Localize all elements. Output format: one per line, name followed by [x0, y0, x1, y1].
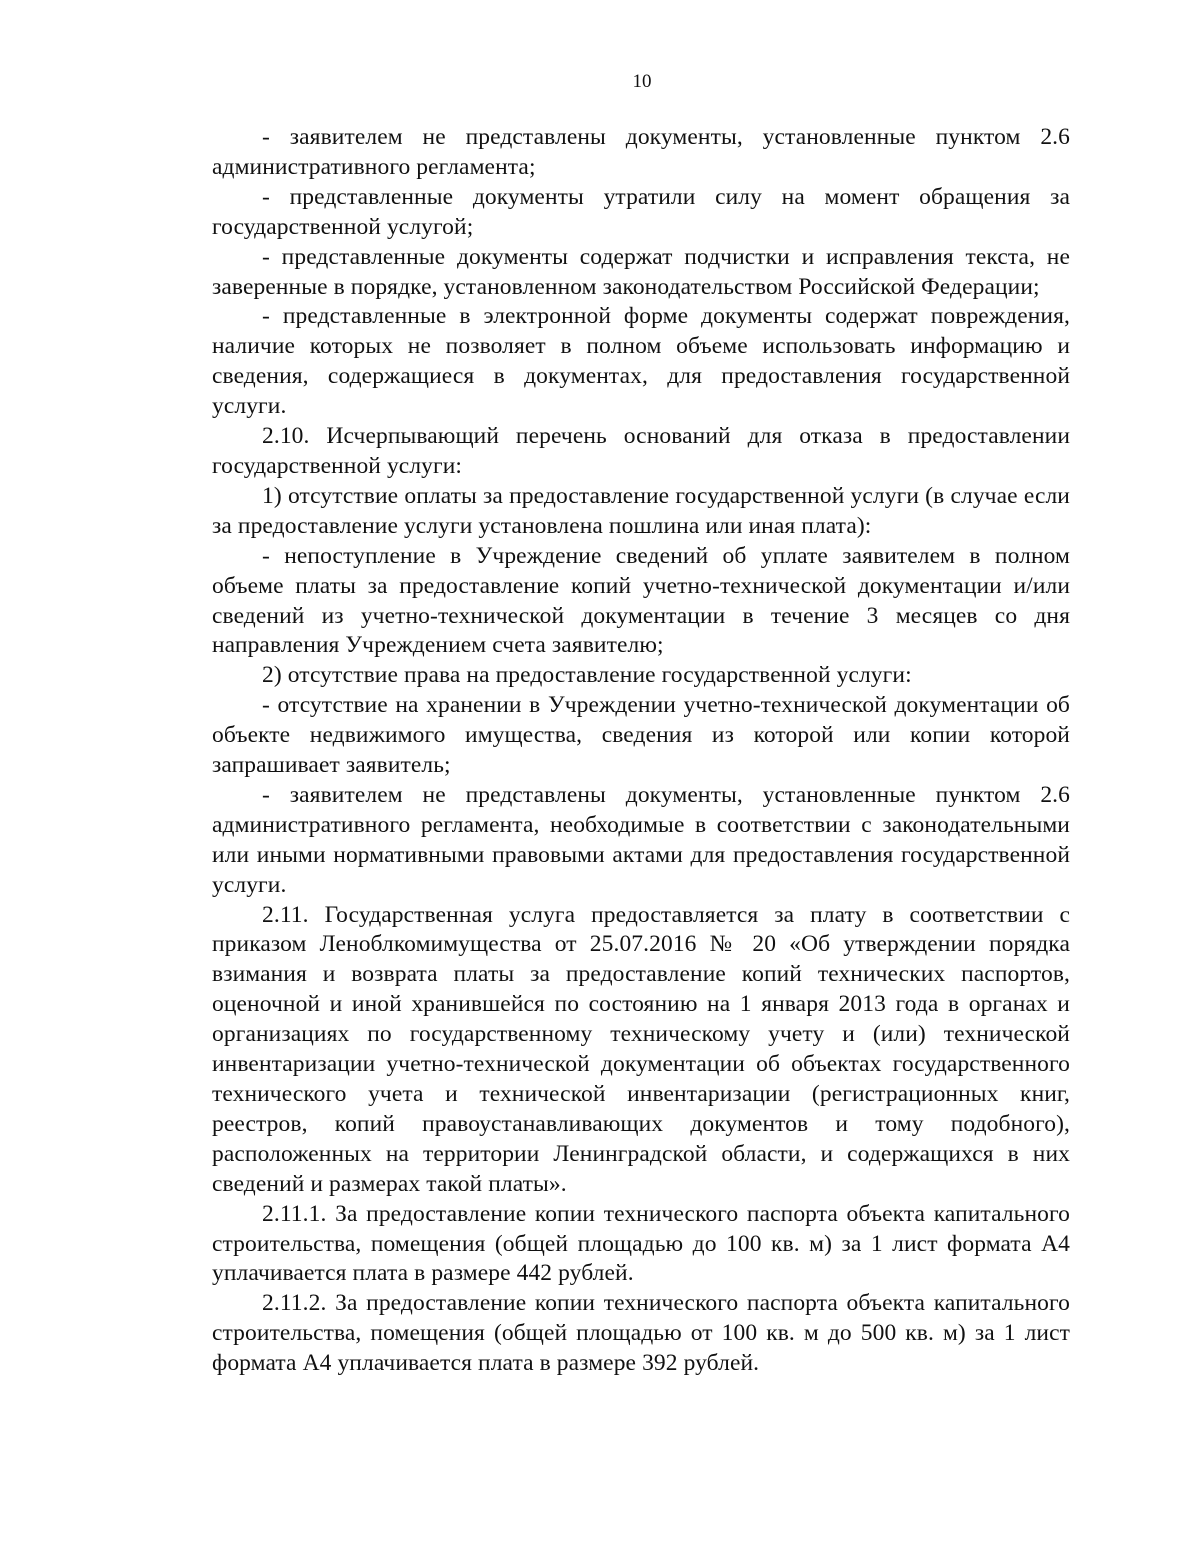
paragraph-damaged-electronic-documents: - представленные в электронной форме документы содержат повреждения, наличие которых не позволяет в полном объеме использовать информацию и сведения, содержащиеся в документах, для предоставления государственной услуги. — [212, 303, 1070, 420]
paragraph-expired-documents: - представленные документы утратили силу на момент обращения за государственной услугой; — [212, 183, 1070, 240]
paragraph-no-storage: - отсутствие на хранении в Учреждении учетно-технической документации об объекте недвижимого имущества, сведения из которой или копии которой запрашивает заявитель; — [212, 692, 1070, 779]
paragraph-section-2-11-2: 2.11.2. За предоставление копии технического паспорта объекта капитального строительства, помещения (общей площадью от 100 кв. м до 500 кв. м) за 1 лист формата А4 уплачивается плата в размере 392 рублей. — [212, 1290, 1070, 1377]
paragraph-section-2-10: 2.10. Исчерпывающий перечень оснований для отказа в предоставлении государственной услуги: — [212, 423, 1070, 479]
document-body — [212, 123, 1070, 1379]
page-number: 10 — [632, 71, 652, 92]
paragraph-missing-documents: - заявителем не представлены документы, установленные пунктом 2.6 административного регламента; — [212, 124, 1070, 180]
paragraph-no-right: 2) отсутствие права на предоставление государственной услуги: — [262, 662, 912, 689]
paragraph-section-2-11-1: 2.11.1. За предоставление копии технического паспорта объекта капитального строительства, помещения (общей площадью до 100 кв. м) за 1 лист формата А4 уплачивается плата в размере 442 рублей. — [212, 1200, 1070, 1287]
paragraph-payment-not-received: - непоступление в Учреждение сведений об уплате заявителем в полном объеме платы за предоставление копий учетно-технической документации и/или сведений из учетно-технической документации в течение 3 месяцев со дня направления Учреждением счета заявителю; — [212, 542, 1070, 659]
paragraph-corrected-documents: - представленные документы содержат подчистки и исправления текста, не заверенные в порядке, установленном законодательством Российской Федерации; — [212, 243, 1070, 300]
paragraph-section-2-11: 2.11. Государственная услуга предоставляется за плату в соответствии с приказом Леноблкомимущества от 25.07.2016 № 20 «Об утверждении порядка взимания и возврата платы за предоставление копий технических паспортов, оценочной и иной хранившейся по состоянию на 1 января 2013 года в органах и организациях по государственному техническому учету и (или) технической инвентаризации учетно-технической документации об объектах государственного технического учета и технической инвентаризации (регистрационных книг, реестров, копий правоустанавливающих документов и тому подобного), расположенных на территории Ленинградской области, и содержащихся в них сведений и размерах такой платы». — [212, 901, 1070, 1197]
paragraph-no-payment: 1) отсутствие оплаты за предоставление государственной услуги (в случае если за предоставление услуги установлена пошлина или иная плата): — [212, 482, 1070, 539]
paragraph-missing-documents-2: - заявителем не представлены документы, установленные пунктом 2.6 административного регламента, необходимые в соответствии с законодательными или иными нормативными правовыми актами для предоставления государственной услуги. — [212, 781, 1070, 898]
